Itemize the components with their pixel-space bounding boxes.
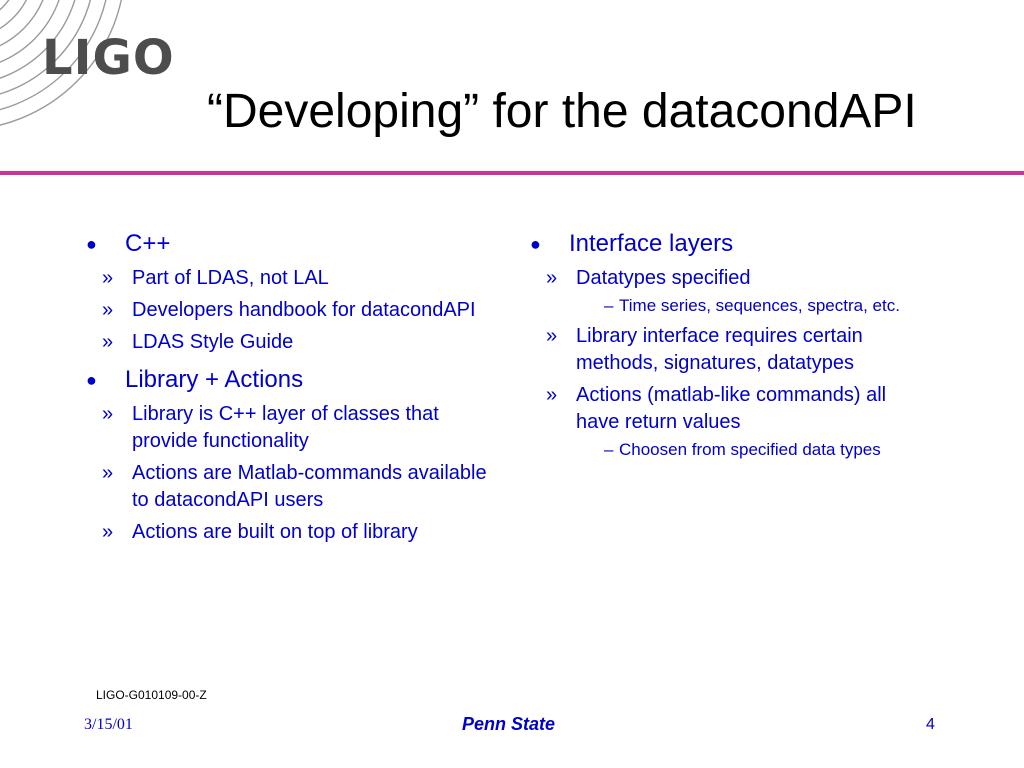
sub-bullet-text: Datatypes specified bbox=[576, 267, 751, 289]
bullet-dot-icon: ● bbox=[86, 234, 97, 254]
sub-bullet-item bbox=[86, 401, 506, 455]
sub-sub-bullet-item bbox=[530, 294, 930, 318]
sub-bullet-text: Actions are Matlab-commands available to datacondAPI users bbox=[132, 462, 487, 511]
right-column bbox=[530, 228, 930, 465]
chevron-bullet-icon: » bbox=[102, 331, 114, 353]
ligo-logo bbox=[0, 0, 175, 130]
left-column bbox=[86, 228, 506, 549]
sub-bullet-item bbox=[86, 460, 506, 514]
chevron-bullet-icon: » bbox=[102, 462, 114, 484]
sub-bullet-item bbox=[86, 519, 506, 546]
sub-bullet-text: LDAS Style Guide bbox=[132, 331, 294, 353]
bullet-item bbox=[86, 364, 506, 546]
bullet-text: Library + Actions bbox=[125, 366, 304, 393]
bullet-dot-icon: ● bbox=[86, 370, 97, 390]
sub-bullet-item bbox=[86, 329, 506, 356]
slide-title: “Developing” for the datacondAPI bbox=[207, 85, 917, 138]
footer-date: 3/15/01 bbox=[84, 716, 133, 733]
sub-sub-bullet-text: Choosen from specified data types bbox=[619, 440, 881, 459]
sub-bullet-item bbox=[86, 297, 506, 324]
sub-bullet-text: Actions are built on top of library bbox=[132, 521, 418, 543]
bullet-item bbox=[530, 228, 930, 462]
chevron-bullet-icon: » bbox=[102, 267, 114, 289]
sub-bullet-item bbox=[530, 323, 930, 377]
chevron-bullet-icon: » bbox=[102, 299, 114, 321]
chevron-bullet-icon: » bbox=[102, 521, 114, 543]
sub-bullet-text: Developers handbook for datacondAPI bbox=[132, 299, 476, 321]
sub-bullet-text: Library is C++ layer of classes that provide functionality bbox=[132, 403, 439, 452]
bullet-dot-icon: ● bbox=[530, 234, 541, 254]
bullet-text: C++ bbox=[125, 230, 171, 257]
title-divider bbox=[0, 171, 1024, 175]
document-id: LIGO-G010109-00-Z bbox=[96, 688, 207, 702]
sub-sub-bullet-text: Time series, sequences, spectra, etc. bbox=[619, 296, 900, 315]
sub-bullet-text: Library interface requires certain methods, signatures, datatypes bbox=[576, 325, 863, 374]
bullet-item bbox=[86, 228, 506, 356]
logo-text: LIGO bbox=[42, 30, 175, 86]
chevron-bullet-icon: » bbox=[102, 403, 114, 425]
dash-bullet-icon: – bbox=[604, 440, 614, 459]
chevron-bullet-icon: » bbox=[546, 384, 558, 406]
footer-institution: Penn State bbox=[462, 714, 556, 734]
chevron-bullet-icon: » bbox=[546, 267, 558, 289]
sub-bullet-item bbox=[530, 382, 930, 462]
page-number: 4 bbox=[926, 716, 935, 733]
dash-bullet-icon: – bbox=[604, 296, 614, 315]
sub-bullet-item bbox=[530, 265, 930, 318]
sub-bullet-text: Part of LDAS, not LAL bbox=[132, 267, 329, 289]
sub-bullet-item bbox=[86, 265, 506, 292]
sub-sub-bullet-item bbox=[530, 438, 930, 462]
sub-bullet-text: Actions (matlab-like commands) all have return values bbox=[576, 384, 887, 433]
bullet-text: Interface layers bbox=[569, 230, 734, 257]
chevron-bullet-icon: » bbox=[546, 325, 558, 347]
